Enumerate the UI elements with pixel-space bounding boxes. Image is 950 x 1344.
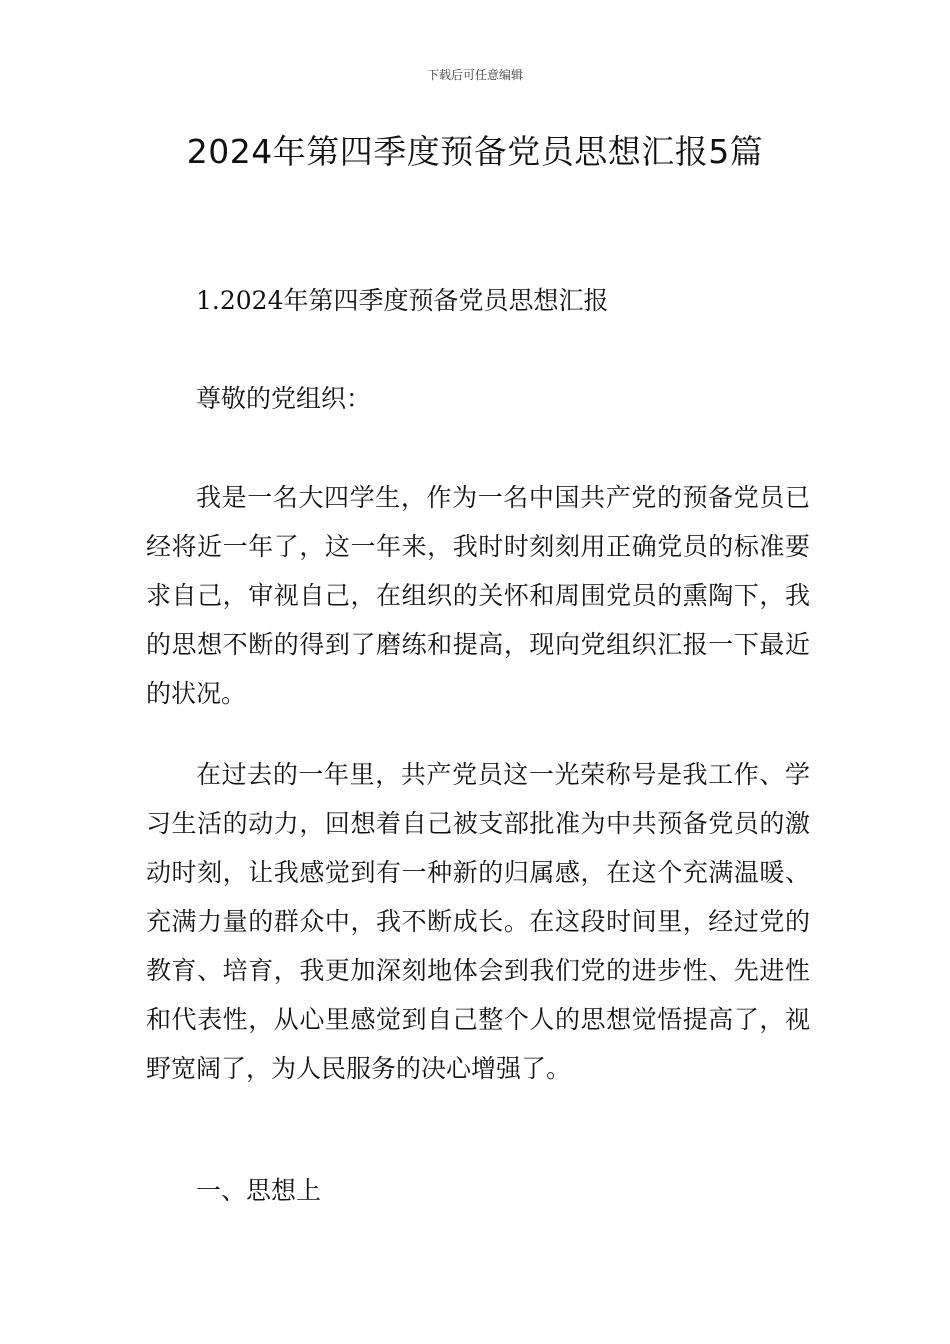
document-title: 2024年第四季度预备党员思想汇报5篇 [186, 132, 764, 171]
body-paragraph-2: 在过去的一年里，共产党员这一光荣称号是我工作、学习生活的动力，回想着自己被支部批准为中共预备党员的激动时刻，让我感觉到有一种新的归属感，在这个充满温暖、充满力量的群众中，我不断成长。在这段时间里，经过党的教育、培育，我更加深刻地体会到我们党的进步性、先进性和代表性，从心里感觉到自己整个人的思想觉悟提高了，视野宽阔了，为人民服务的决心增强了。 [146, 760, 810, 1083]
body-paragraph-1: 我是一名大四学生，作为一名中国共产党的预备党员已经将近一年了，这一年来，我时时刻刻用正确党员的标准要求自己，审视自己，在组织的关怀和周围党员的熏陶下，我的思想不断的得到了磨练和提高，现向党组织汇报一下最近的状况。 [146, 483, 810, 708]
subheading-thought: 一、思想上 [196, 1176, 322, 1205]
salutation: 尊敬的党组织： [196, 384, 372, 413]
header-note: 下载后可任意编辑 [426, 68, 523, 82]
section-heading: 1.2024年第四季度预备党员思想汇报 [196, 286, 609, 315]
